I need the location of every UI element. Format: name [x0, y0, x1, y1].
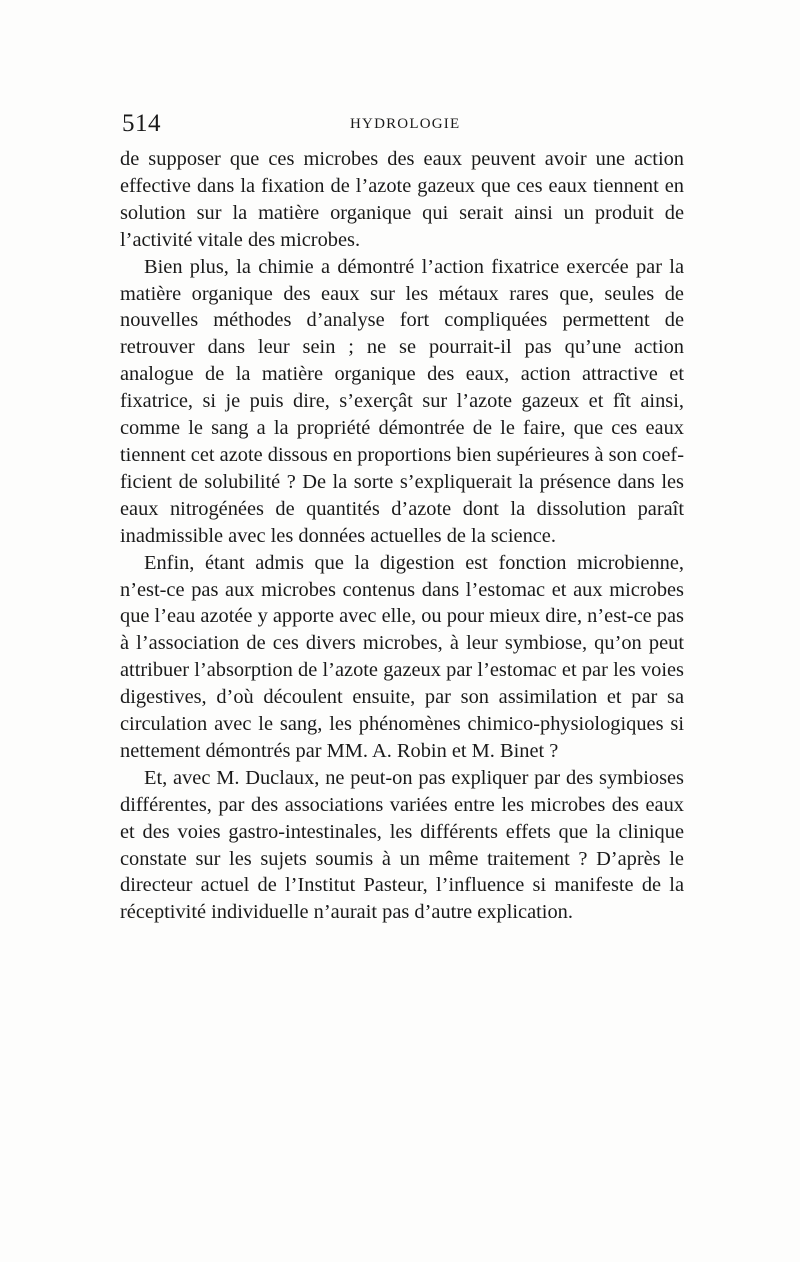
running-title: HYDROLOGIE	[350, 116, 461, 132]
paragraph: de supposer que ces microbes des eaux peuvent avoir une action effective dans la fixation de l’azote gazeux que ces eaux tiennent en solution sur la matière organique qui serait ainsi un produit de l’activité vitale des microbes.	[120, 148, 684, 251]
paragraph: Et, avec M. Duclaux, ne peut-on pas expliquer par des symbioses différentes, par des associations variées entre les microbes des eaux et des voies gastro-intestinales, les différents effets que la clinique constate sur les sujets soumis à un même traitement ? D’après le directeur actuel de l’Institut Pasteur, l’influence si manifeste de la réceptivité individuelle n’aurait pas d’autre explication.	[120, 766, 684, 924]
paragraph: Bien plus, la chimie a démontré l’action fixatrice exercée par la matière organique des eaux sur les métaux rares que, seules de nouvelles méthodes d’analyse fort compliquées permettent de retrouver dans leur sein ; ne se pourrait-il pas qu’une action analogue de la matière organique des eaux, action attractive et fixatrice, si je puis dire, s’exerçât sur l’azote gazeux et fît ainsi, comme le sang a la propriété démontrée de le faire, que ces eaux tiennent cet azote dissous en proportions bien supérieures à son coefficient de solubilité ? De la sorte s’expliquerait la présence dans les eaux nitrogénées de quantités d’azote dont la dissolution paraît inadmissible avec les données actuelles de la science.	[120, 255, 684, 547]
page-number: 514	[122, 110, 161, 137]
paragraph: Enfin, étant admis que la digestion est fonction microbienne, n’est-ce pas aux microbes contenus dans l’estomac et aux microbes que l’eau azotée y apporte avec elle, ou pour mieux dire, n’est-ce pas à l’association de ces divers microbes, à leur symbiose, qu’on peut attribuer l’absorption de l’azote gazeux par l’estomac et par les voies digestives, d’où découlent ensuite, par son assimilation et par sa circulation avec le sang, les phénomènes chimico-physiologiques si nettement démontrés par MM. A. Robin et M. Binet ?	[120, 551, 684, 762]
body-text	[120, 146, 684, 926]
running-head	[122, 108, 684, 140]
